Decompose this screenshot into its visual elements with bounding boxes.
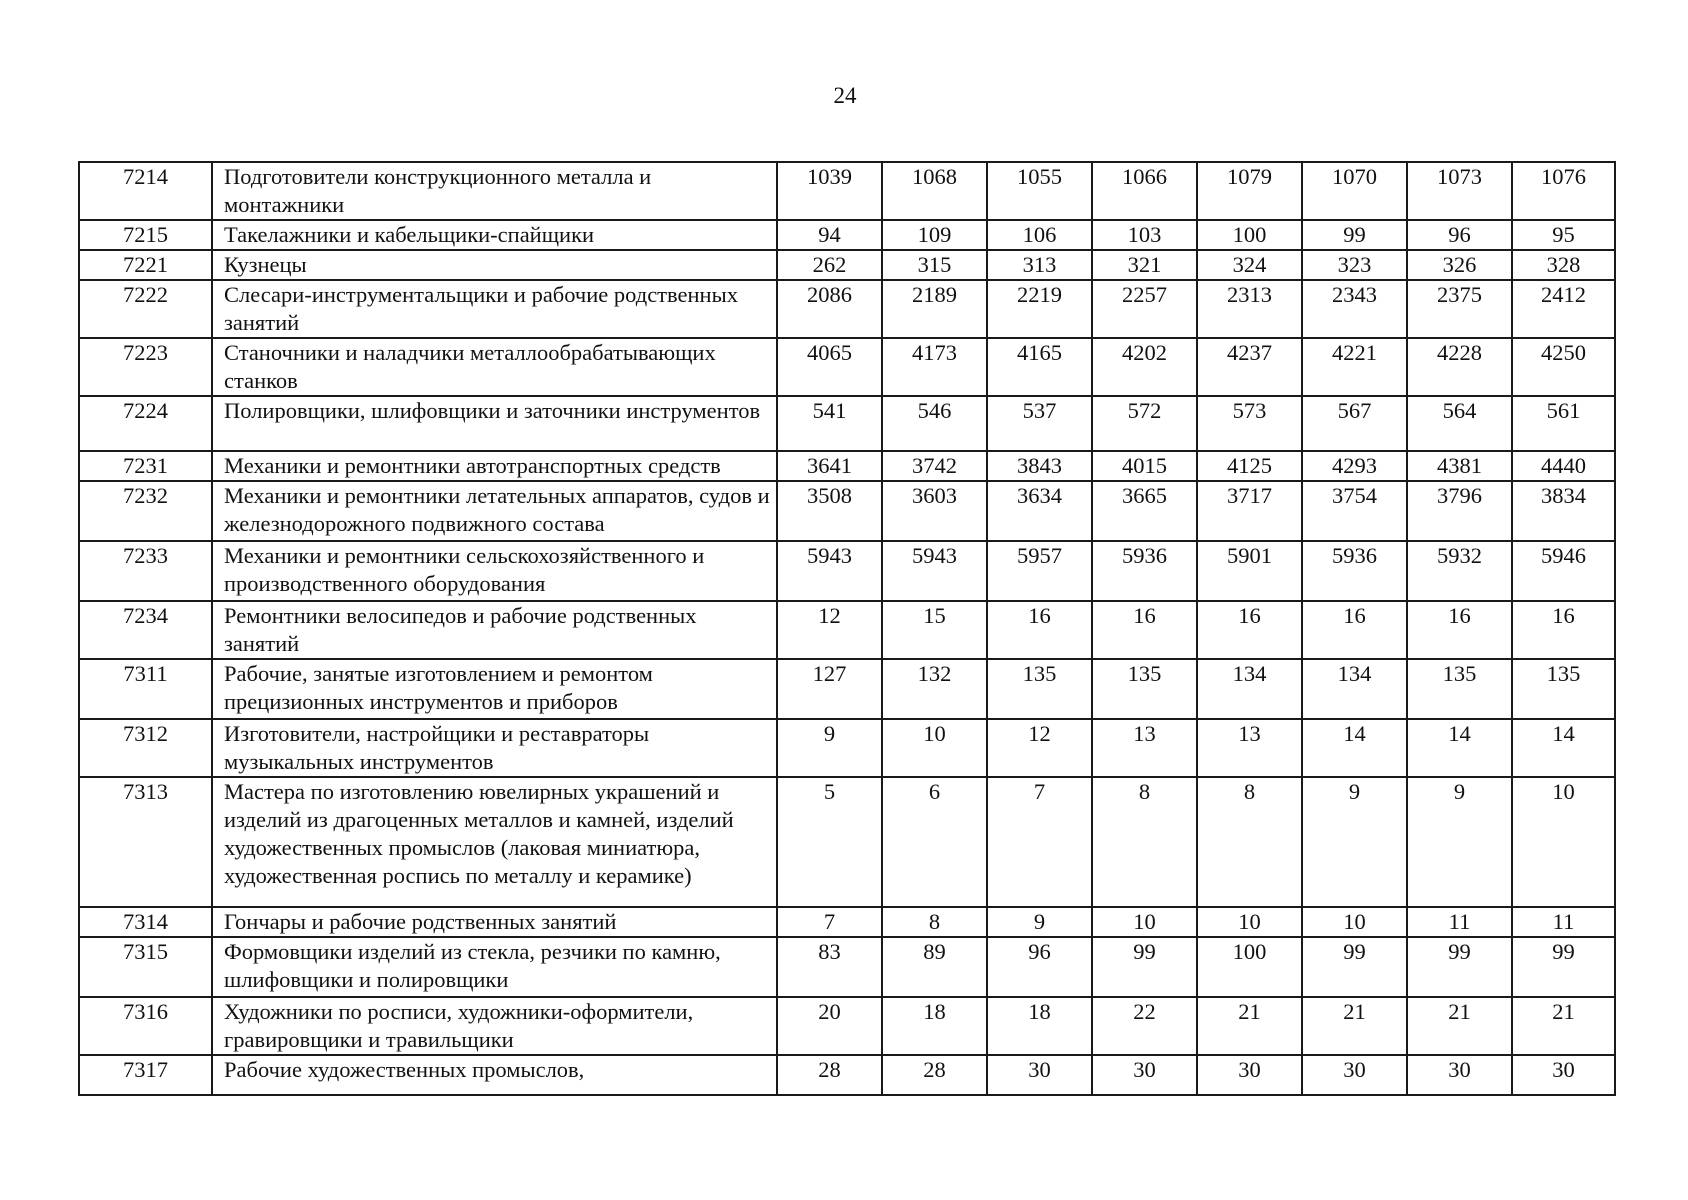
table-row [79, 997, 1615, 1055]
table-row [79, 1055, 1615, 1095]
value-cell: 99 [1407, 937, 1512, 997]
value-cell: 10 [1092, 907, 1197, 937]
value-cell: 1073 [1407, 162, 1512, 220]
value-cell: 13 [1092, 719, 1197, 777]
value-cell: 9 [777, 719, 882, 777]
value-cell: 8 [882, 907, 987, 937]
value-cell: 537 [987, 396, 1092, 451]
value-cell: 8 [1197, 777, 1302, 907]
value-cell: 99 [1302, 220, 1407, 250]
value-cell: 11 [1407, 907, 1512, 937]
value-cell: 2257 [1092, 280, 1197, 338]
value-cell: 6 [882, 777, 987, 907]
table-row [79, 907, 1615, 937]
table-row [79, 250, 1615, 280]
table-row [79, 451, 1615, 481]
occupation-code: 7232 [79, 481, 212, 541]
value-cell: 12 [777, 601, 882, 659]
value-cell: 28 [882, 1055, 987, 1095]
value-cell: 30 [1512, 1055, 1615, 1095]
occupation-code: 7315 [79, 937, 212, 997]
occupation-name: Механики и ремонтники летательных аппаратов, судов и железнодорожного подвижного состава [212, 481, 777, 541]
value-cell: 9 [1302, 777, 1407, 907]
value-cell: 328 [1512, 250, 1615, 280]
occupation-name: Слесари-инструментальщики и рабочие родственных занятий [212, 280, 777, 338]
value-cell: 3641 [777, 451, 882, 481]
value-cell: 30 [1092, 1055, 1197, 1095]
value-cell: 4125 [1197, 451, 1302, 481]
page-number: 24 [833, 83, 857, 108]
value-cell: 21 [1407, 997, 1512, 1055]
occupation-name: Полировщики, шлифовщики и заточники инструментов [212, 396, 777, 451]
value-cell: 2086 [777, 280, 882, 338]
value-cell: 135 [1407, 659, 1512, 719]
value-cell: 4015 [1092, 451, 1197, 481]
value-cell: 12 [987, 719, 1092, 777]
occupation-code: 7317 [79, 1055, 212, 1095]
value-cell: 2375 [1407, 280, 1512, 338]
value-cell: 5936 [1302, 541, 1407, 601]
occupation-code: 7215 [79, 220, 212, 250]
value-cell: 1066 [1092, 162, 1197, 220]
occupation-code: 7312 [79, 719, 212, 777]
value-cell: 1068 [882, 162, 987, 220]
occupation-name: Механики и ремонтники автотранспортных средств [212, 451, 777, 481]
value-cell: 313 [987, 250, 1092, 280]
value-cell: 5901 [1197, 541, 1302, 601]
occupation-code: 7313 [79, 777, 212, 907]
value-cell: 21 [1197, 997, 1302, 1055]
value-cell: 8 [1092, 777, 1197, 907]
value-cell: 541 [777, 396, 882, 451]
value-cell: 16 [987, 601, 1092, 659]
value-cell: 321 [1092, 250, 1197, 280]
table-row [79, 280, 1615, 338]
value-cell: 2412 [1512, 280, 1615, 338]
value-cell: 100 [1197, 937, 1302, 997]
occupation-name: Подготовители конструкционного металла и монтажники [212, 162, 777, 220]
value-cell: 134 [1302, 659, 1407, 719]
occupation-name: Механики и ремонтники сельскохозяйственного и производственного оборудования [212, 541, 777, 601]
value-cell: 4065 [777, 338, 882, 396]
value-cell: 3508 [777, 481, 882, 541]
value-cell: 567 [1302, 396, 1407, 451]
value-cell: 100 [1197, 220, 1302, 250]
value-cell: 573 [1197, 396, 1302, 451]
value-cell: 5943 [777, 541, 882, 601]
value-cell: 132 [882, 659, 987, 719]
value-cell: 94 [777, 220, 882, 250]
value-cell: 4221 [1302, 338, 1407, 396]
value-cell: 5936 [1092, 541, 1197, 601]
value-cell: 564 [1407, 396, 1512, 451]
value-cell: 10 [1302, 907, 1407, 937]
value-cell: 135 [1092, 659, 1197, 719]
value-cell: 3603 [882, 481, 987, 541]
value-cell: 22 [1092, 997, 1197, 1055]
occupation-name: Такелажники и кабельщики-спайщики [212, 220, 777, 250]
value-cell: 561 [1512, 396, 1615, 451]
value-cell: 96 [1407, 220, 1512, 250]
value-cell: 572 [1092, 396, 1197, 451]
occupation-name: Ремонтники велосипедов и рабочие родственных занятий [212, 601, 777, 659]
occupation-name: Гончары и рабочие родственных занятий [212, 907, 777, 937]
value-cell: 14 [1512, 719, 1615, 777]
value-cell: 4440 [1512, 451, 1615, 481]
occupation-code: 7314 [79, 907, 212, 937]
value-cell: 7 [777, 907, 882, 937]
value-cell: 3796 [1407, 481, 1512, 541]
value-cell: 103 [1092, 220, 1197, 250]
occupation-name: Станочники и наладчики металлообрабатывающих станков [212, 338, 777, 396]
value-cell: 10 [1512, 777, 1615, 907]
table-row [79, 601, 1615, 659]
occupation-code: 7223 [79, 338, 212, 396]
value-cell: 546 [882, 396, 987, 451]
value-cell: 5 [777, 777, 882, 907]
value-cell: 95 [1512, 220, 1615, 250]
value-cell: 324 [1197, 250, 1302, 280]
value-cell: 1055 [987, 162, 1092, 220]
table-row [79, 338, 1615, 396]
value-cell: 134 [1197, 659, 1302, 719]
value-cell: 3634 [987, 481, 1092, 541]
table-row [79, 937, 1615, 997]
value-cell: 16 [1512, 601, 1615, 659]
occupation-code: 7222 [79, 280, 212, 338]
value-cell: 7 [987, 777, 1092, 907]
occupation-code: 7234 [79, 601, 212, 659]
value-cell: 16 [1407, 601, 1512, 659]
table-row [79, 541, 1615, 601]
value-cell: 3834 [1512, 481, 1615, 541]
value-cell: 9 [987, 907, 1092, 937]
value-cell: 4381 [1407, 451, 1512, 481]
value-cell: 30 [1407, 1055, 1512, 1095]
value-cell: 4250 [1512, 338, 1615, 396]
value-cell: 21 [1302, 997, 1407, 1055]
value-cell: 3717 [1197, 481, 1302, 541]
value-cell: 1079 [1197, 162, 1302, 220]
value-cell: 21 [1512, 997, 1615, 1055]
value-cell: 106 [987, 220, 1092, 250]
occupation-name: Кузнецы [212, 250, 777, 280]
value-cell: 20 [777, 997, 882, 1055]
value-cell: 1076 [1512, 162, 1615, 220]
value-cell: 30 [987, 1055, 1092, 1095]
value-cell: 3843 [987, 451, 1092, 481]
value-cell: 4202 [1092, 338, 1197, 396]
value-cell: 16 [1197, 601, 1302, 659]
table-row [79, 777, 1615, 907]
table-row [79, 659, 1615, 719]
occupation-code: 7224 [79, 396, 212, 451]
value-cell: 135 [1512, 659, 1615, 719]
value-cell: 323 [1302, 250, 1407, 280]
value-cell: 109 [882, 220, 987, 250]
value-cell: 5957 [987, 541, 1092, 601]
value-cell: 2313 [1197, 280, 1302, 338]
value-cell: 2343 [1302, 280, 1407, 338]
value-cell: 4237 [1197, 338, 1302, 396]
value-cell: 135 [987, 659, 1092, 719]
table-row [79, 162, 1615, 220]
value-cell: 99 [1512, 937, 1615, 997]
occupation-code: 7311 [79, 659, 212, 719]
value-cell: 4293 [1302, 451, 1407, 481]
value-cell: 18 [882, 997, 987, 1055]
value-cell: 16 [1302, 601, 1407, 659]
value-cell: 11 [1512, 907, 1615, 937]
value-cell: 5946 [1512, 541, 1615, 601]
value-cell: 4165 [987, 338, 1092, 396]
value-cell: 5943 [882, 541, 987, 601]
value-cell: 10 [1197, 907, 1302, 937]
value-cell: 28 [777, 1055, 882, 1095]
value-cell: 14 [1407, 719, 1512, 777]
occupation-code: 7233 [79, 541, 212, 601]
occupation-code: 7316 [79, 997, 212, 1055]
value-cell: 15 [882, 601, 987, 659]
occupation-name: Рабочие, занятые изготовлением и ремонтом прецизионных инструментов и приборов [212, 659, 777, 719]
table-row [79, 481, 1615, 541]
value-cell: 5932 [1407, 541, 1512, 601]
value-cell: 3665 [1092, 481, 1197, 541]
value-cell: 89 [882, 937, 987, 997]
occupation-name: Изготовители, настройщики и реставраторы музыкальных инструментов [212, 719, 777, 777]
value-cell: 30 [1197, 1055, 1302, 1095]
value-cell: 127 [777, 659, 882, 719]
occupation-name: Мастера по изготовлению ювелирных украшений и изделий из драгоценных металлов и камней, изделий художественных промыслов (лаковая миниатюра, художественная роспись по металлу и керамике) [212, 777, 777, 907]
value-cell: 1070 [1302, 162, 1407, 220]
value-cell: 3742 [882, 451, 987, 481]
value-cell: 10 [882, 719, 987, 777]
table-row [79, 719, 1615, 777]
occupation-code: 7231 [79, 451, 212, 481]
occupation-name: Художники по росписи, художники-оформители, гравировщики и травильщики [212, 997, 777, 1055]
value-cell: 315 [882, 250, 987, 280]
value-cell: 83 [777, 937, 882, 997]
value-cell: 14 [1302, 719, 1407, 777]
value-cell: 3754 [1302, 481, 1407, 541]
occupation-code: 7214 [79, 162, 212, 220]
occupation-name: Рабочие художественных промыслов, [212, 1055, 777, 1095]
value-cell: 99 [1302, 937, 1407, 997]
occupation-code: 7221 [79, 250, 212, 280]
value-cell: 326 [1407, 250, 1512, 280]
value-cell: 99 [1092, 937, 1197, 997]
value-cell: 30 [1302, 1055, 1407, 1095]
table-row [79, 396, 1615, 451]
occupations-table [78, 161, 1616, 1096]
value-cell: 2219 [987, 280, 1092, 338]
value-cell: 4173 [882, 338, 987, 396]
value-cell: 2189 [882, 280, 987, 338]
value-cell: 18 [987, 997, 1092, 1055]
value-cell: 16 [1092, 601, 1197, 659]
value-cell: 1039 [777, 162, 882, 220]
value-cell: 262 [777, 250, 882, 280]
table-row [79, 220, 1615, 250]
value-cell: 96 [987, 937, 1092, 997]
value-cell: 4228 [1407, 338, 1512, 396]
occupation-name: Формовщики изделий из стекла, резчики по камню, шлифовщики и полировщики [212, 937, 777, 997]
value-cell: 13 [1197, 719, 1302, 777]
value-cell: 9 [1407, 777, 1512, 907]
